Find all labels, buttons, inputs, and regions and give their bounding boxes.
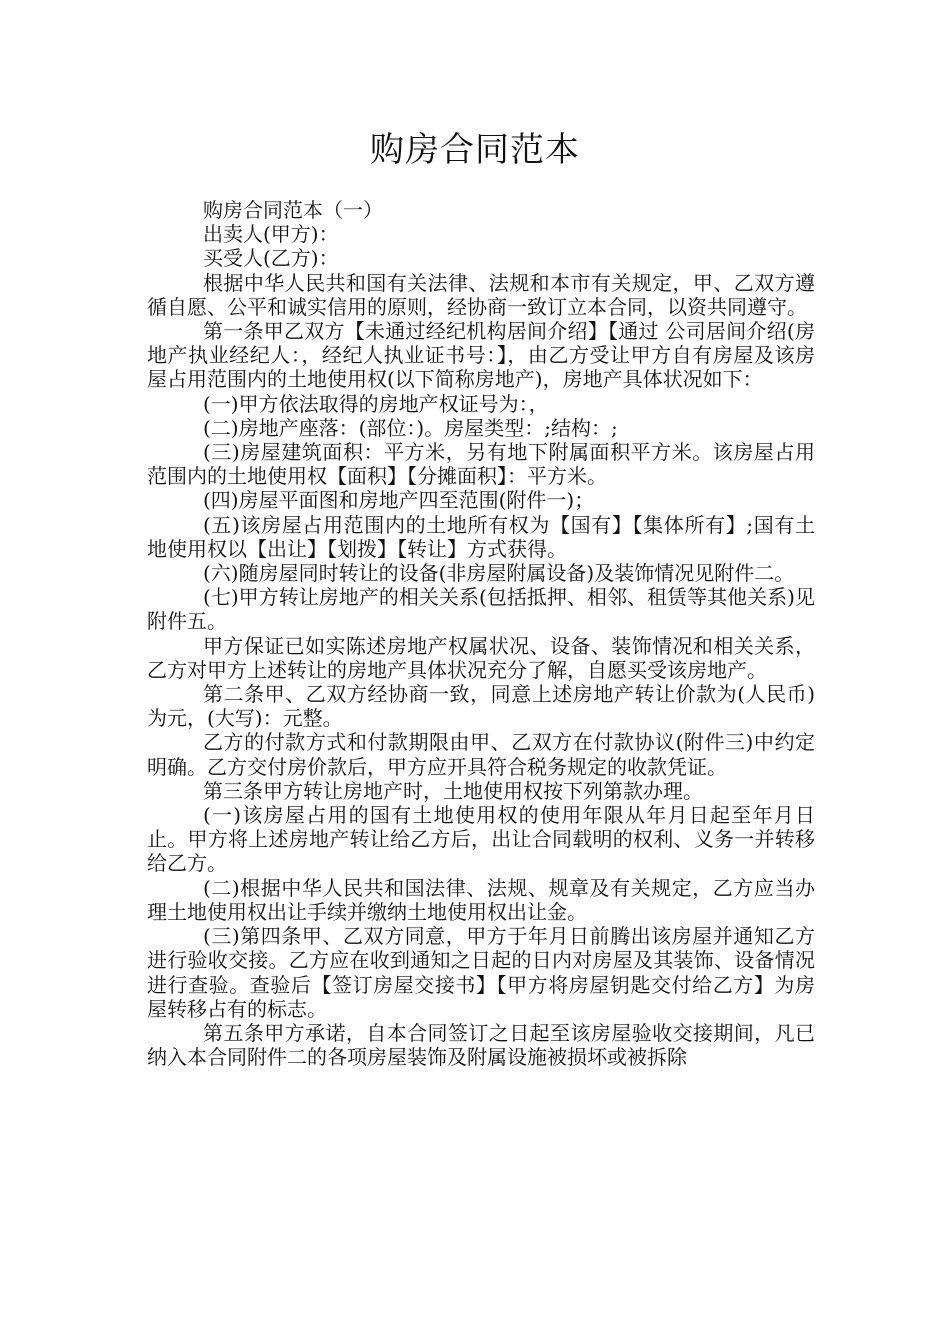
paragraph: (七)甲方转让房地产的相关关系(包括抵押、相邻、租赁等其他关系)见附件五。	[147, 585, 815, 634]
paragraph: (二)根据中华人民共和国法律、法规、规章及有关规定，乙方应当办理土地使用权出让手续并缴纳土地使用权出让金。	[147, 875, 815, 924]
paragraph: (一)甲方依法取得的房地产权证号为：，	[203, 391, 549, 416]
paragraph: 根据中华人民共和国有关法律、法规和本市有关规定，甲、乙双方遵循自愿、公平和诚实信用的原则，经协商一致订立本合同，以资共同遵守。	[147, 270, 815, 319]
paragraph: (六)随房屋同时转让的设备(非房屋附属设备)及装饰情况见附件二。	[203, 561, 795, 586]
paragraph: 购房合同范本（一）	[203, 198, 383, 222]
document-title: 购房合同范本	[370, 130, 580, 170]
paragraph: (四)房屋平面图和房地产四至范围(附件一)；	[203, 488, 595, 513]
paragraph: 出卖人(甲方)：	[203, 222, 339, 247]
paragraph: 第一条甲乙双方【未通过经纪机构居间介绍】【通过 公司居间介绍(房地产执业经纪人：，经纪人执业证书号：】，由乙方受让甲方自有房屋及该房屋占用范围内的土地使用权(以下简称房地产)，房地产具体状况如下：	[147, 319, 815, 392]
paragraph: (三)房屋建筑面积：平方米，另有地下附属面积平方米。该房屋占用范围内的土地使用权【面积】【分摊面积】：平方米。	[147, 440, 815, 489]
paragraph: (五)该房屋占用范围内的土地所有权为【国有】【集体所有】;国有土地使用权以【出让】【划拨】【转让】方式获得。	[147, 512, 815, 561]
paragraph: (二)房地产座落：(部位：)。房屋类型：;结构：;	[203, 415, 618, 440]
paragraph: 买受人(乙方)：	[203, 246, 339, 271]
paragraph: (三)第四条甲、乙双方同意，甲方于年月日前腾出该房屋并通知乙方进行验收交接。乙方应在收到通知之日起的日内对房屋及其装饰、设备情况进行查验。查验后【签订房屋交接书】【甲方将房屋钥匙交付给乙方】为房屋转移占有的标志。	[147, 924, 815, 1021]
paragraph: 第五条甲方承诺，自本合同签订之日起至该房屋验收交接期间，凡已纳入本合同附件二的各项房屋装饰及附属设施被损坏或被拆除	[147, 1020, 815, 1070]
paragraph: 第二条甲、乙双方经协商一致，同意上述房地产转让价款为(人民币)为元，(大写)：元整。	[147, 682, 815, 731]
paragraph: 甲方保证已如实陈述房地产权属状况、设备、装饰情况和相关关系，乙方对甲方上述转让的房地产具体状况充分了解，自愿买受该房地产。	[147, 633, 815, 682]
paragraph: 第三条甲方转让房地产时，土地使用权按下列第款办理。	[203, 778, 703, 803]
document-body	[147, 198, 815, 1069]
paragraph: (一)该房屋占用的国有土地使用权的使用年限从年月日起至年月日止。甲方将上述房地产转让给乙方后，出让合同载明的权利、义务一并转移给乙方。	[147, 803, 815, 876]
paragraph: 乙方的付款方式和付款期限由甲、乙双方在付款协议(附件三)中约定明确。乙方交付房价款后，甲方应开具符合税务规定的收款凭证。	[147, 730, 815, 779]
